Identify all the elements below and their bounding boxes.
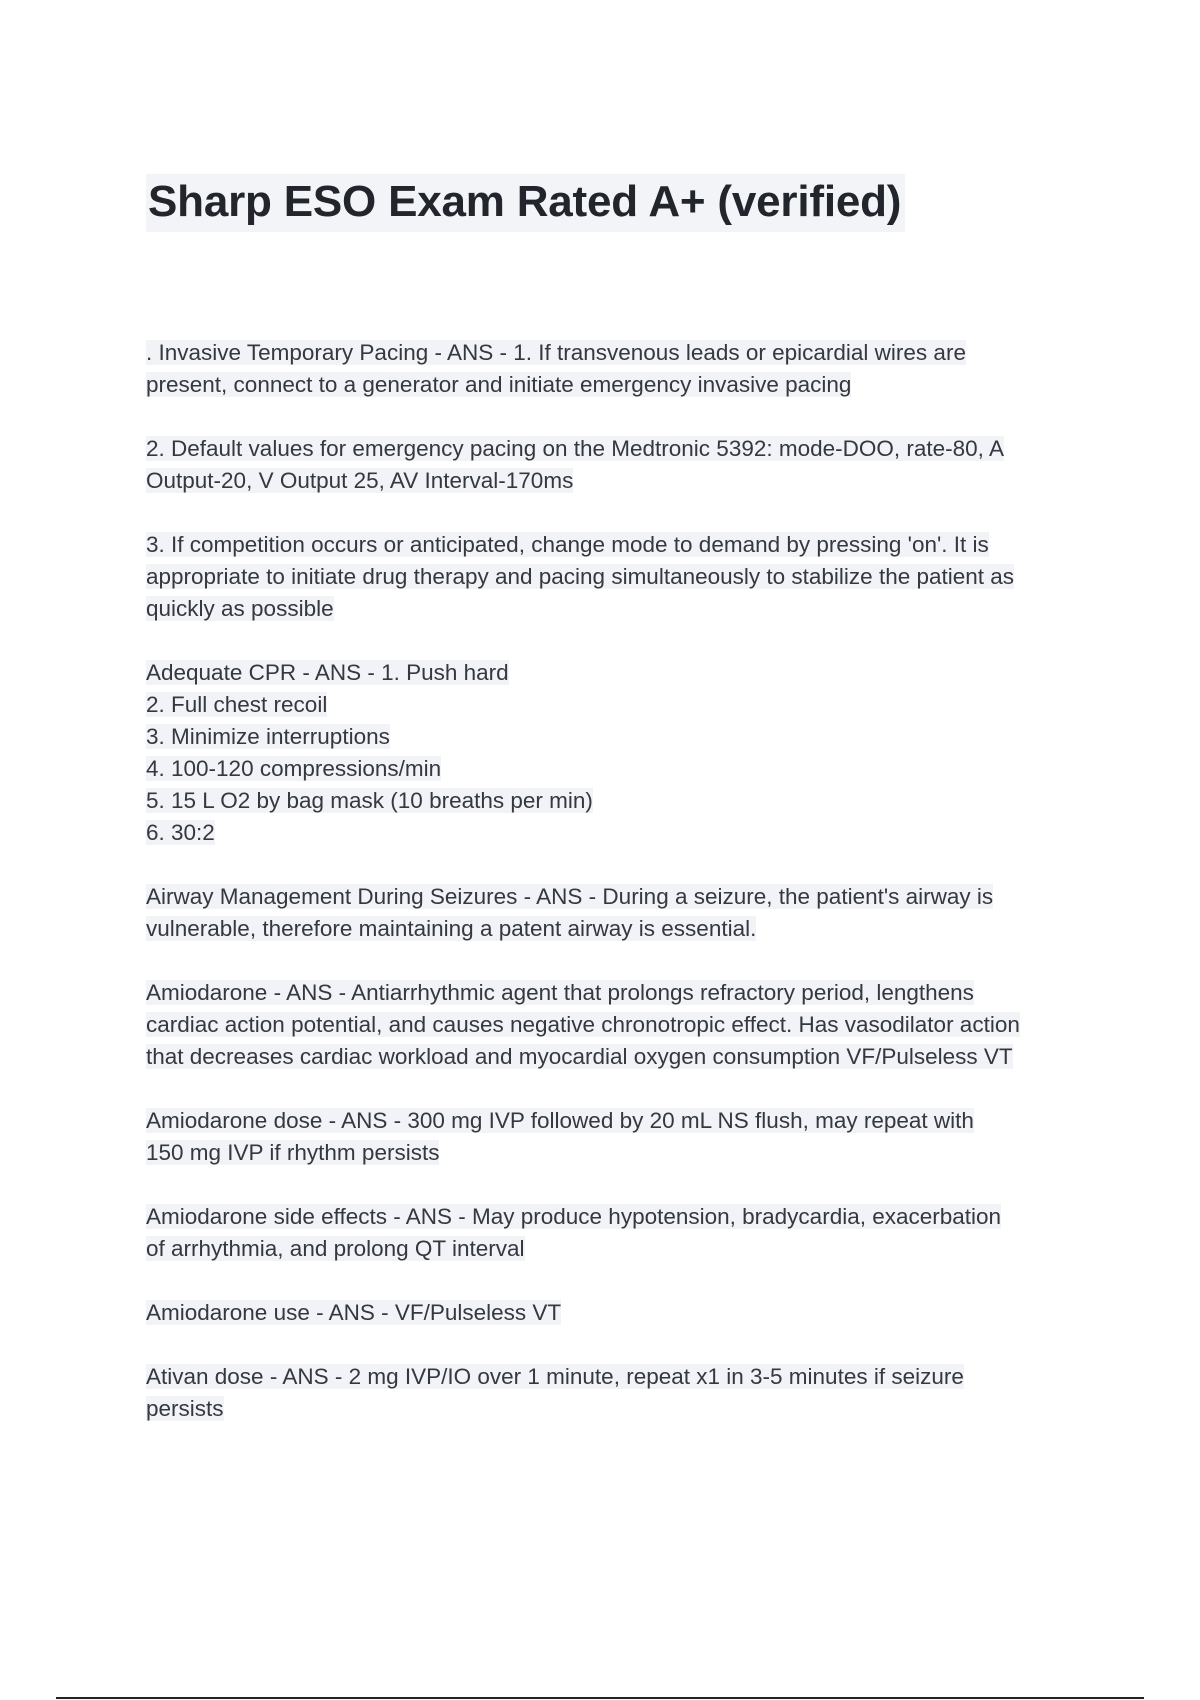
text-line: Ativan dose - ANS - 2 mg IVP/IO over 1 minute, repeat x1 in 3-5 minutes if seizure <box>146 1364 964 1389</box>
paragraph-amiodarone <box>146 977 1090 1073</box>
text-line: Output-20, V Output 25, AV Interval-170ms <box>146 468 574 493</box>
text-line: of arrhythmia, and prolong QT interval <box>146 1236 525 1261</box>
text-line: 2. Default values for emergency pacing on the Medtronic 5392: mode-DOO, rate-80, A <box>146 436 1004 461</box>
text-line: Amiodarone side effects - ANS - May produce hypotension, bradycardia, exacerbation <box>146 1204 1002 1229</box>
paragraph-amiodarone-use <box>146 1297 1090 1329</box>
paragraph-airway-management <box>146 881 1090 945</box>
text-line: 150 mg IVP if rhythm persists <box>146 1140 440 1165</box>
text-line: persists <box>146 1396 224 1421</box>
text-line: present, connect to a generator and initiate emergency invasive pacing <box>146 372 852 397</box>
text-line: that decreases cardiac workload and myocardial oxygen consumption VF/Pulseless VT <box>146 1044 1013 1069</box>
paragraph-invasive-pacing <box>146 337 1090 401</box>
document-body <box>146 337 1090 1457</box>
footer-divider <box>56 1697 1144 1699</box>
paragraph-amiodarone-dose <box>146 1105 1090 1169</box>
text-line: Amiodarone dose - ANS - 300 mg IVP followed by 20 mL NS flush, may repeat with <box>146 1108 974 1133</box>
text-line: quickly as possible <box>146 596 334 621</box>
text-line: 3. If competition occurs or anticipated, change mode to demand by pressing 'on'. It is <box>146 532 989 557</box>
text-line: . Invasive Temporary Pacing - ANS - 1. If transvenous leads or epicardial wires are <box>146 340 966 365</box>
text-line: 6. 30:2 <box>146 820 215 845</box>
paragraph-ativan-dose <box>146 1361 1090 1425</box>
text-line: cardiac action potential, and causes negative chronotropic effect. Has vasodilator action <box>146 1012 1020 1037</box>
document-title: Sharp ESO Exam Rated A+ (verified) <box>146 174 905 232</box>
text-line: vulnerable, therefore maintaining a patent airway is essential. <box>146 916 757 941</box>
text-line: appropriate to initiate drug therapy and pacing simultaneously to stabilize the patient as <box>146 564 1015 589</box>
text-line: 3. Minimize interruptions <box>146 724 390 749</box>
text-line: Airway Management During Seizures - ANS - During a seizure, the patient's airway is <box>146 884 994 909</box>
paragraph-default-values <box>146 433 1090 497</box>
paragraph-adequate-cpr <box>146 657 1090 849</box>
text-line: Amiodarone - ANS - Antiarrhythmic agent that prolongs refractory period, lengthens <box>146 980 974 1005</box>
paragraph-amiodarone-side-effects <box>146 1201 1090 1265</box>
text-line: Amiodarone use - ANS - VF/Pulseless VT <box>146 1300 562 1325</box>
text-line: 2. Full chest recoil <box>146 692 328 717</box>
text-line: 4. 100-120 compressions/min <box>146 756 442 781</box>
text-line: 5. 15 L O2 by bag mask (10 breaths per min) <box>146 788 593 813</box>
paragraph-competition <box>146 529 1090 625</box>
text-line: Adequate CPR - ANS - 1. Push hard <box>146 660 509 685</box>
